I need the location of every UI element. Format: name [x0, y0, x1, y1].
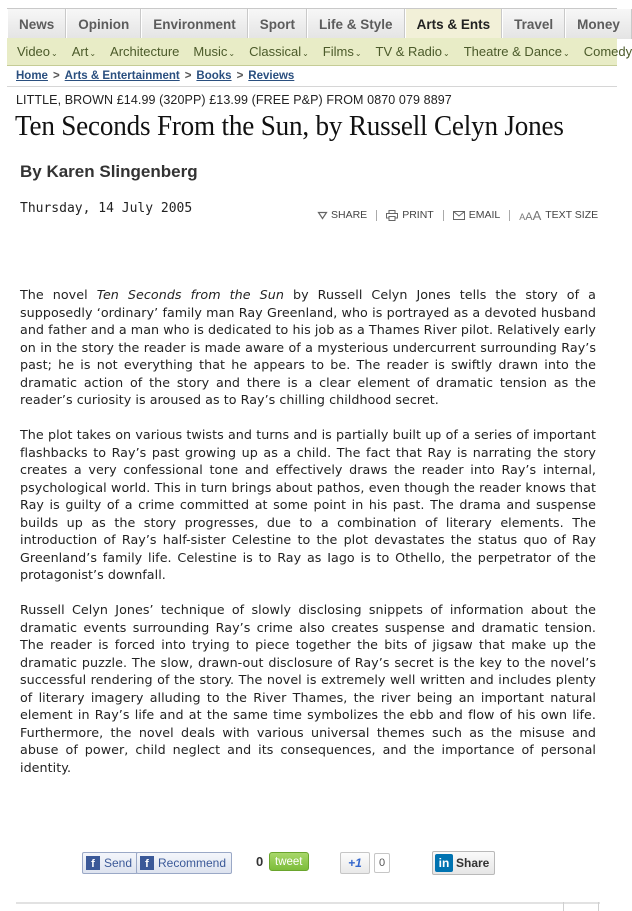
divider — [563, 902, 599, 911]
subnav-label: Films — [322, 44, 354, 59]
linkedin-icon: in — [435, 854, 453, 872]
breadcrumb — [16, 68, 294, 84]
subnav-architecture[interactable] — [110, 44, 179, 59]
text-size-tool[interactable] — [519, 208, 598, 223]
breadcrumb-reviews[interactable]: Reviews — [248, 70, 295, 82]
print-tool[interactable] — [386, 209, 434, 221]
divider — [443, 210, 444, 221]
divider — [16, 902, 600, 904]
google-plus-one-button[interactable]: +1 — [340, 852, 370, 874]
subnav-label: Comedy — [583, 44, 632, 59]
facebook-icon: f — [140, 856, 154, 870]
share-tool[interactable] — [318, 209, 367, 221]
subnav-classical[interactable] — [249, 44, 309, 59]
subnav-video[interactable] — [17, 44, 58, 59]
subnav-art[interactable] — [72, 44, 96, 59]
print-label: PRINT — [402, 209, 434, 221]
chevron-down-icon: ⌄ — [228, 49, 236, 58]
tab-sport[interactable]: Sport — [248, 9, 307, 39]
article-paragraph: Russell Celyn Jones’ technique of slowly disclosing snippets of information about the dramatic events surrounding Ray’s crime also creates suspense and dramatic tension. The reader is forced into trying to piece together the bits of jigsaw that make up the dramatic puzzle. The slow, drawn-out disclosure of Ray’s secret is the key to the novel’s successful rendering of the story. The novel is extremely well written and includes plenty of literary imagery alluding to the River Thames, the river being an important natural element in Ray’s life and at the same time symbolizes the ebb and flow of his own life. Furthermore, the novel deals with various universal themes such as the misuse and abuse of power, child neglect and its consequences, and the importance of personal identity. — [20, 602, 596, 775]
subnav-theatre-dance[interactable] — [464, 44, 570, 59]
section-tabs — [7, 8, 620, 38]
breadcrumb-home[interactable]: Home — [16, 70, 48, 82]
subnav-label: Music — [193, 44, 228, 59]
breadcrumb-separator: > — [236, 70, 244, 82]
text-size-label: TEXT SIZE — [545, 209, 599, 221]
email-tool[interactable] — [453, 209, 501, 221]
share-triangle-icon — [318, 212, 327, 219]
article-paragraph: The plot takes on various twists and turns and is partially built up of a series of important flashbacks to Ray’s past growing up as a child. The fact that Ray is narrating the story creates a very confessional tone and effectively draws the reader into Ray’s internal, psychological world. This in turn brings about pathos, even though the reader knows that Ray is guilty of a crime committed at some point in his past. The drama and suspense builds up as the story progresses, due to a combination of literary elements. The introduction of Ray’s half-sister Celestine to the plot devastates the status quo of Ray Greenland’s family life. Celestine is to Ray as Iago is to Othello, the perpetrator of the protagonist’s downfall. — [20, 427, 596, 582]
chevron-down-icon: ⌄ — [89, 49, 97, 58]
subnav-label: Theatre & Dance — [463, 44, 563, 59]
divider — [509, 210, 510, 221]
breadcrumb-books[interactable]: Books — [196, 70, 232, 82]
breadcrumb-separator: > — [52, 70, 60, 82]
chevron-down-icon: ⌄ — [354, 49, 362, 58]
chevron-down-icon: ⌄ — [443, 49, 450, 58]
article-body — [20, 286, 596, 794]
subnav-label: Art — [71, 44, 89, 59]
tab-news[interactable]: News — [7, 9, 66, 39]
divider — [376, 210, 377, 221]
tweet-count: 0 — [256, 854, 264, 869]
facebook-recommend-button[interactable] — [136, 852, 232, 874]
subnav-comedy[interactable] — [584, 44, 632, 59]
share-label: SHARE — [331, 209, 368, 221]
breadcrumb-separator: > — [184, 70, 192, 82]
subnav-films[interactable] — [323, 44, 362, 59]
subnav-tv-radio[interactable] — [376, 44, 450, 59]
article-subtitle: LITTLE, BROWN £14.99 (320PP) £13.99 (FREE P&P) FROM 0870 079 8897 — [16, 93, 452, 107]
divider — [7, 86, 617, 87]
text-size-icon: AAA — [519, 207, 542, 223]
article-paragraph: The novel Ten Seconds from the Sun by Russell Celyn Jones tells the story of a supposedly ‘ordinary’ family man Ray Greenland, who is portrayed as a devoted husband and father and a man who is dedicated to his job as a Thames River pilot. Relatively early on in the story the reader is made aware of a mysterious undercurrent surrounding Ray’s past; he is not everything that he appears to be. The reader is swiftly drawn into the dramatic action of the story and there is a clear element of dramatic tension as the reader’s curiosity is aroused as to Ray’s chilling childhood secret. — [20, 287, 596, 407]
printer-icon — [386, 210, 398, 221]
recommend-label: Recommend — [158, 856, 227, 870]
tab-environment[interactable]: Environment — [141, 9, 248, 39]
book-title: Ten Seconds from the Sun — [96, 287, 284, 302]
google-plus-widget — [340, 852, 390, 874]
subnav-label: TV & Radio — [375, 44, 443, 59]
social-share-bar — [82, 849, 502, 877]
linkedin-share-label: Share — [456, 856, 490, 870]
chevron-down-icon: ⌄ — [302, 49, 309, 58]
article-headline: Ten Seconds From the Sun, by Russell Celyn Jones — [15, 110, 564, 142]
send-label: Send — [104, 856, 133, 870]
article-byline: By Karen Slingenberg — [20, 162, 198, 181]
subnav-label: Classical — [249, 44, 302, 59]
tab-money[interactable]: Money — [565, 9, 632, 39]
facebook-send-button[interactable] — [82, 852, 138, 874]
subnav-music[interactable] — [193, 44, 235, 59]
subnav-label: Architecture — [110, 44, 180, 59]
linkedin-share-button[interactable] — [432, 851, 495, 875]
chevron-down-icon: ⌄ — [563, 49, 570, 58]
article-tools — [318, 207, 598, 223]
tab-travel[interactable]: Travel — [502, 9, 565, 39]
tab-life-style[interactable]: Life & Style — [307, 9, 405, 39]
subnav-label: Video — [17, 44, 51, 59]
sub-nav — [7, 38, 632, 66]
article-date: Thursday, 14 July 2005 — [20, 201, 193, 216]
chevron-down-icon: ⌄ — [51, 49, 58, 58]
breadcrumb-arts-entertainment[interactable]: Arts & Entertainment — [64, 70, 180, 82]
envelope-icon — [453, 211, 465, 220]
email-label: EMAIL — [468, 209, 501, 221]
facebook-icon: f — [86, 856, 100, 870]
tab-opinion[interactable]: Opinion — [66, 9, 141, 39]
tab-arts-ents[interactable]: Arts & Ents — [405, 9, 503, 39]
google-plus-count: 0 — [374, 853, 390, 873]
tweet-button[interactable]: tweet — [269, 852, 309, 871]
